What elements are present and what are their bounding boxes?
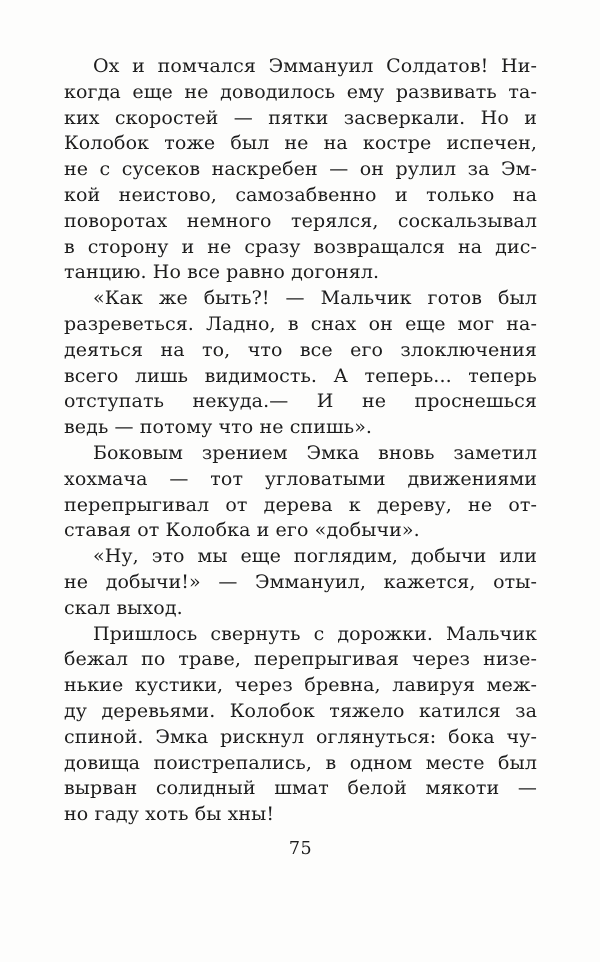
text-line: разреветься. Ладно, в снах он еще мог на- xyxy=(64,312,537,335)
paragraph xyxy=(64,286,537,441)
text-line: скал выход. xyxy=(64,596,183,619)
text-line: в сторону и не сразу возвращался на дис- xyxy=(64,235,537,258)
text-line: хохмача — тот угловатыми движениями xyxy=(64,467,537,490)
text-line: отступать некуда.— И не проснешься xyxy=(64,390,537,413)
paragraph xyxy=(64,544,537,621)
text-line: довища поистрепались, в одном месте был xyxy=(64,751,537,774)
text-line: вырван солидный шмат белой мякоти — xyxy=(64,777,537,800)
text-line: поворотах немного терялся, соскальзывал xyxy=(64,209,537,232)
paragraph xyxy=(64,441,537,544)
text-line: но гаду хоть бы хны! xyxy=(64,803,275,826)
text-line: спиной. Эмка рискнул оглянуться: бока чу- xyxy=(64,725,537,748)
text-line: нькие кустики, через бревна, лавируя меж- xyxy=(64,674,537,697)
text-line: кой неистово, самозабвенно и только на xyxy=(64,183,537,206)
text-line: ставая от Колобка и его «добычи». xyxy=(64,519,420,542)
text-line: Колобок тоже был не на костре испечен, xyxy=(64,132,537,155)
text-line: когда еще не доводилось ему развивать та- xyxy=(64,80,537,103)
page-number: 75 xyxy=(288,839,313,859)
text-line: всего лишь видимость. А теперь... теперь xyxy=(64,364,537,387)
text-line: не с сусеков наскребен — он рулил за Эм- xyxy=(64,158,537,181)
text-line: не добычи!» — Эммануил, кажется, оты- xyxy=(64,570,537,593)
text-line: Пришлось свернуть с дорожки. Мальчик xyxy=(93,622,537,645)
text-line: бежал по траве, перепрыгивая через низе- xyxy=(64,648,537,671)
text-line: «Как же быть?! — Мальчик готов был xyxy=(93,287,537,310)
text-line: Боковым зрением Эмка вновь заметил xyxy=(93,441,537,464)
text-line: «Ну, это мы еще поглядим, добычи или xyxy=(93,545,537,568)
text-block xyxy=(64,54,537,828)
text-line: перепрыгивал от дерева к дереву, не от- xyxy=(64,493,537,516)
text-line: ких скоростей — пятки засверкали. Но и xyxy=(64,106,537,129)
text-line: Ох и помчался Эммануил Солдатов! Ни- xyxy=(93,55,537,77)
text-line: танцию. Но все равно догонял. xyxy=(64,261,380,284)
text-line: ведь — потому что не спишь». xyxy=(64,416,373,439)
paragraph xyxy=(64,54,537,286)
text-line: ду деревьями. Колобок тяжело катился за xyxy=(64,699,537,722)
paragraph xyxy=(64,622,537,828)
text-line: деяться на то, что все его злоключения xyxy=(64,338,537,361)
